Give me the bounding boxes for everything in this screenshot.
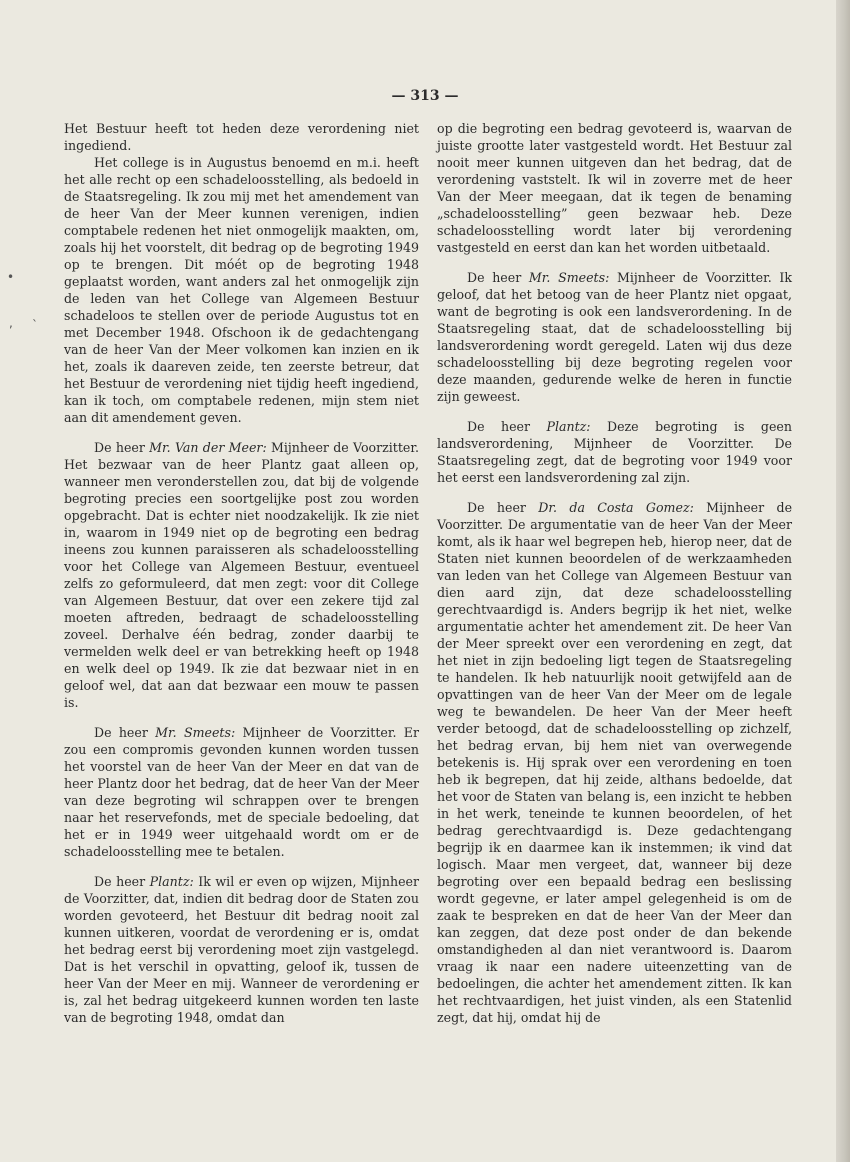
- speaker-name: Mr. Smeets:: [528, 270, 610, 285]
- page-number: — 313 —: [391, 88, 459, 104]
- paragraph: Het college is in Augustus benoemd en m.i. heeft het alle recht op een schadeloosstelling, als bedoeld in de Staatsregeling. Ik zou mij met het amendement van de heer Van der Meer kunnen verenigen, indien comptabele redenen het niet onmogelijk maakten, om, zoals hij het voorstelt, dit bedrag op de begroting 1949 op te brengen. Dit móét op de begroting 1948 geplaatst worden, want anders zal het onmogelijk zijn de leden van het College van Algemeen Bestuur schadeloos te stellen over de periode Augustus tot en met December 1948. Ofschoon ik de gedachtengang van de heer Van der Meer volkomen kan inzien en ik het, zoals ik daareven zeide, ten zeerste betreur, dat het Bestuur de verordening niet tijdig heeft ingediend, kan ik toch, om comptabele redenen, mijn stem niet aan dit amendement geven.: [64, 155, 419, 425]
- speaker-name: Mr. Van der Meer:: [149, 440, 267, 455]
- speech-paragraph: De heer Mr. Smeets: Mijnheer de Voorzitter. Er zou een compromis gevonden kunnen worden tussen het voorstel van de heer Van der Meer en dat van de heer Plantz door het bedrag, dat de heer Van der Meer van deze begroting wil schrappen over te brengen naar het reservefonds, met de speciale bedoeling, dat het er in 1949 weer uitgehaald wordt om er de schadeloosstelling mee te betalen.: [64, 725, 420, 859]
- speech-paragraph: De heer Mr. Smeets: Mijnheer de Voorzitter. Ik geloof, dat het betoog van de heer Plantz niet opgaat, want de begroting is ook een landsverordening. In de Staatsregeling staat, dat de schadeloosstelling bij landsverordening wordt geregeld. Laten wij dus deze schadeloosstelling bij deze begroting regelen voor deze maanden, gedurende welke de heren in functie zijn geweest.: [437, 270, 793, 404]
- page-edge: [836, 0, 850, 1162]
- paragraph: op die begroting een bedrag gevoteerd is, waarvan de juiste grootte later vastgesteld wordt. Het Bestuur zal nooit meer kunnen uitgeven dan het bedrag, dat de verordening vaststelt. Ik wil in zoverre met de heer Van der Meer meegaan, dat ik tegen de benaming „schadeloosstelling” geen bezwaar heb. Deze schadeloosstelling wordt later bij verordening vastgesteld en eerst dan kan het worden uitbetaald.: [437, 121, 792, 255]
- speaker-name: Plantz:: [546, 419, 591, 434]
- speech-paragraph: De heer Plantz: Deze begroting is geen landsverordening, Mijnheer de Voorzitter. De Staatsregeling zegt, dat de begroting voor 1949 voor het eerst een landsverordening zal zijn.: [437, 419, 792, 485]
- speaker-name: Mr. Smeets:: [155, 725, 236, 740]
- speech-paragraph: De heer Mr. Van der Meer: Mijnheer de Voorzitter. Het bezwaar van de heer Plantz gaat alleen op, wanneer men veronderstellen zou, dat bij de volgende begroting precies een soortgelijke post zou worden opgebracht. Dat is echter niet noodzakelijk. Ik zie niet in, waarom in 1949 niet op de begroting een bedrag ineens zou kunnen paraisseren als schadeloosstelling voor het College van Algemeen Bestuur, eventueel zelfs zo geformuleerd, dat men zegt: voor dit College van Algemeen Bestuur, dat over een zekere tijd zal moeten aftreden, bedraagt de schadeloosstelling zoveel. Derhalve één bedrag, zonder daarbij te vermelden welk deel er van betrekking heeft op 1948 en welk deel op 1949. Ik zie dat bezwaar niet in en geloof wel, dat aan dat bezwaar een mouw te passen is.: [64, 440, 420, 710]
- speaker-name: Plantz:: [149, 874, 194, 889]
- speech-paragraph: De heer Dr. da Costa Gomez: Mijnheer de Voorzitter. De argumentatie van de heer Van der Meer komt, als ik haar wel begrepen heb, hierop neer, dat de Staten niet kunnen beoordelen of de werkzaamheden van leden van het College van Algemeen Bestuur van dien aard zijn, dat deze schadeloosstelling gerechtvaardigd is. Anders begrijp ik het niet, welke argumentatie achter het amendement zit. De heer Van der Meer spreekt over een verordening en zegt, dat het niet in zijn bedoeling ligt tegen de Staatsregeling te handelen. Ik heb natuurlijk nooit getwijfeld aan de opvattingen van de heer Van der Meer om de legale weg te bewandelen. De heer Van der Meer heeft verder betoogd, dat de schadeloosstelling op zichzelf, het bedrag ervan, bij hem niet van overwegende betekenis is. Hij sprak over een verordening en toen heb ik begrepen, dat hij zeide, althans bedoelde, dat het voor de Staten van belang is, een inzicht te hebben in het werk, teneinde te kunnen beoordelen, of het bedrag gerechtvaardigd is. Deze gedachtengang begrijp ik en daarmee kan ik instemmen; ik vind dat logisch. Maar men vergeet, dat, wanneer bij deze begroting over een bepaald bedrag een beslissing wordt gegevne, er later ampel gelegenheid is om de zaak te bespreken en dat de heer Van der Meer dan kan zeggen, dat deze post onder de dan bekende omstandigheden al dan niet verantwoord is. Daarom vraag ik naar een nadere uiteenzetting van de bedoelingen, die achter het amendement zitten. Ik kan het rechtvaardigen, het juist vinden, als een Statenlid zegt, dat hij, omdat hij de: [437, 500, 793, 1025]
- margin-mark: `: [32, 318, 38, 332]
- right-column: [437, 120, 792, 1026]
- margin-mark: •: [7, 270, 15, 284]
- speaker-name: Dr. da Costa Gomez:: [538, 500, 694, 515]
- speech-paragraph: De heer Plantz: Ik wil er even op wijzen, Mijnheer de Voorzitter, dat, indien dit bedrag door de Staten zou worden gevoteerd, het Bestuur dit bedrag nooit zal kunnen uitkeren, voordat de verordening er is, omdat het bedrag eerst bij verordening moet zijn vastgelegd. Dat is het verschil in opvatting, geloof ik, tussen de heer Van der Meer en mij. Wanneer de verordening er is, zal het bedrag uitgekeerd kunnen worden ten laste van de begroting 1948, omdat dan: [64, 874, 420, 1025]
- margin-mark: ,: [9, 316, 13, 330]
- paragraph: Het Bestuur heeft tot heden deze verordening niet ingediend.: [64, 121, 419, 153]
- left-column: [64, 120, 419, 1026]
